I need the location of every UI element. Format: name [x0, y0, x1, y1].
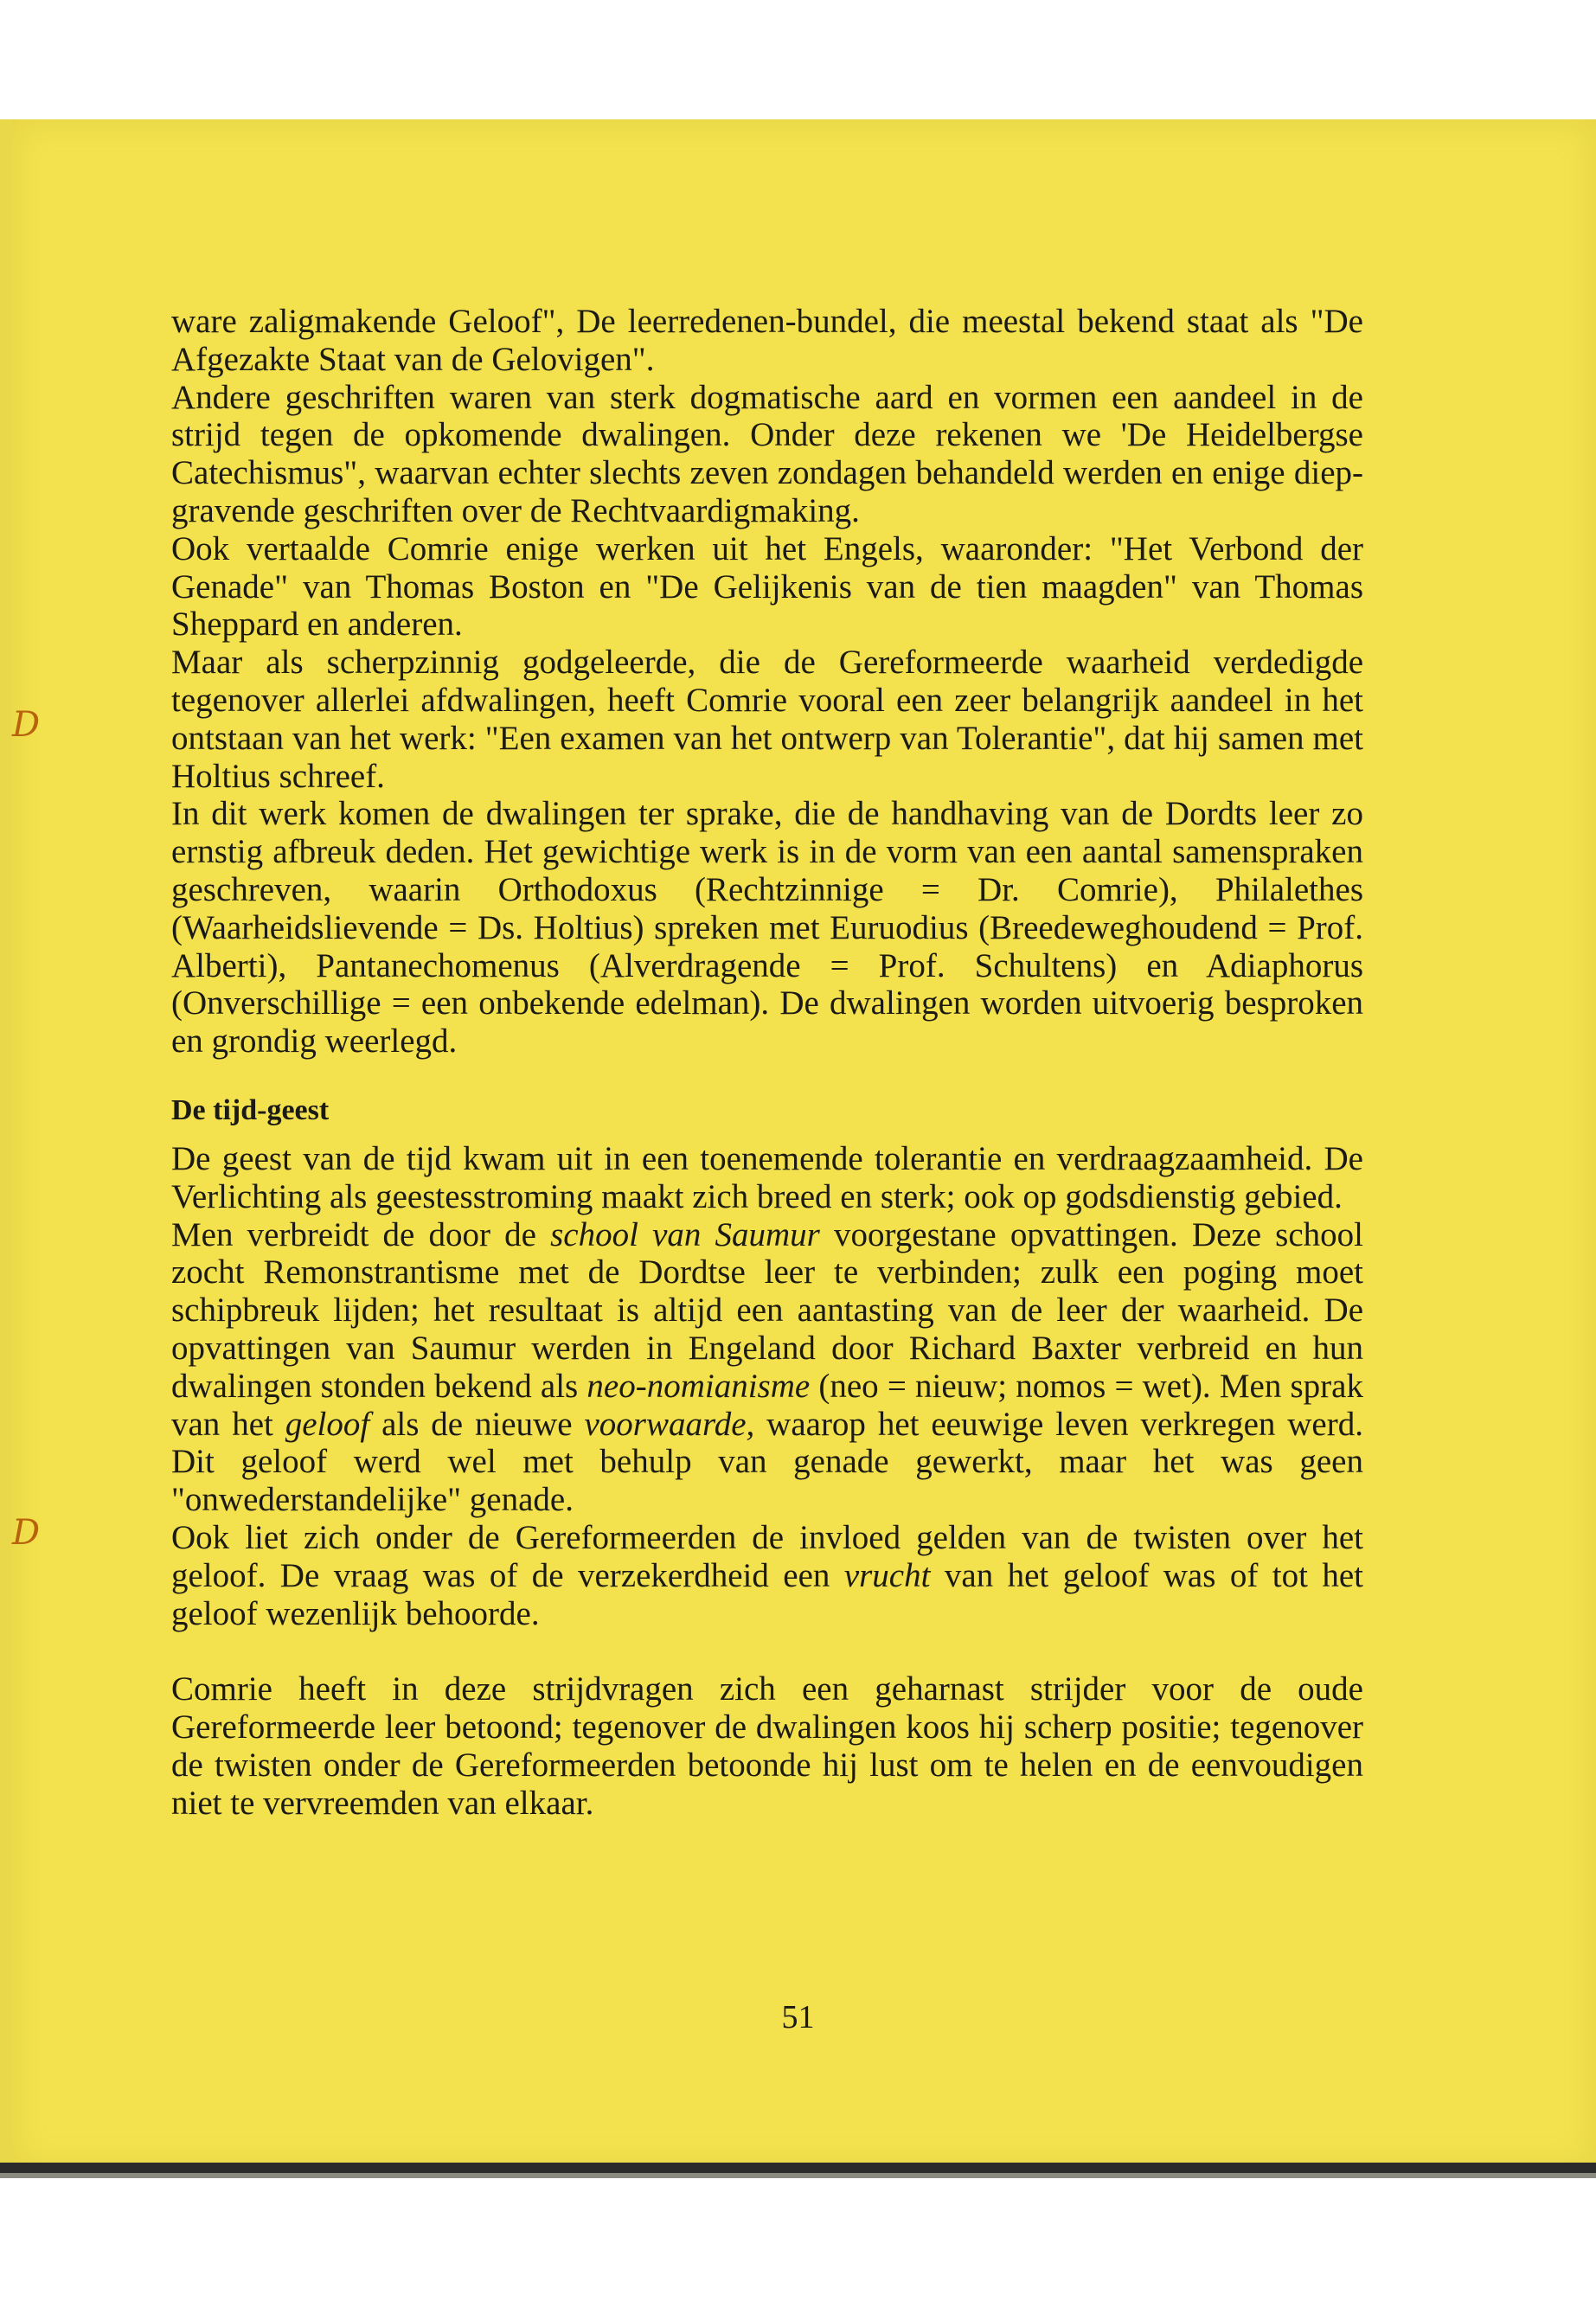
- paragraph: [171, 1216, 1363, 1519]
- text-run: Men verbreidt de door de: [171, 1215, 551, 1253]
- text-run: van het geloof was of tot het geloof wezenlijk behoorde.: [171, 1556, 1363, 1632]
- paragraph: Ook vertaalde Comrie enige werken uit het Engels, waaronder: "Het Verbond der Genade" van Thomas Boston en "De Gelijkenis van de tien maagden" van Thomas Sheppard en anderen.: [171, 529, 1363, 644]
- paragraph: In dit werk komen de dwalingen ter sprake, die de handhaving van de Dordts leer zo ernstig afbreuk deden. Het gewichtige werk is in de vorm van een aantal samenspraken geschreven, waarin Orthodoxus (Rechtzinnige = Dr. Comrie), Philalethes (Waarheidslievende = Ds. Holtius) spreken met Euruodius (Breedeweghoudend = Prof. Alberti), Pantanechomenus (Alverdragende = Prof. Schultens) en Adiaphorus (Onverschillige = een onbekende edelman). De dwalingen worden uitvoerig besproken en grondig weerlegd.: [171, 795, 1363, 1061]
- paragraph: [171, 1519, 1363, 1632]
- italic-term: neo-nomianisme: [586, 1367, 811, 1405]
- text-run: waarop het eeuwige leven verkregen werd. Dit geloof werd wel met behulp van genade gewerkt, maar het was geen "onwederstandelijke" genade.: [171, 1405, 1363, 1519]
- text-run: voorgestane opvattingen. Deze school zocht Remonstrantisme met de Dordtse leer te verbinden; zulk een poging moet schipbreuk lijden; het resultaat is altijd een aantasting van de leer der waarheid. De opvattingen van Saumur werden in Engeland door Richard Baxter verbreid en hun dwalingen stonden bekend als: [171, 1215, 1363, 1405]
- page-bottom-shadow: [0, 2173, 1596, 2178]
- page-left-edge: [0, 119, 12, 2170]
- page-body: [171, 303, 1363, 1822]
- page-bottom-edge: [0, 2163, 1596, 2173]
- text-run: (neo = nieuw; nomos = wet). Men sprak van het: [171, 1367, 1363, 1443]
- paragraph: Comrie heeft in deze strijdvragen zich een geharnast strijder voor de oude Gereformeerde leer betoond; tegenover de dwalingen koos hij scherp positie; tegenover de twisten onder de Gereformeerden betoonde hij lust om te helen en de eenvoudigen niet te vervreemden van elkaar.: [171, 1670, 1363, 1822]
- paragraph: ware zaligmakende Geloof", De leerredenen-bundel, die meestal bekend staat als "De Afgezakte Staat van de Gelovigen".: [171, 303, 1363, 378]
- margin-mark: D: [12, 705, 41, 745]
- paragraph: Andere geschriften waren van sterk dogmatische aard en vormen een aandeel in de strijd tegen de opkomende dwalingen. Onder deze rekenen we 'De Heidelbergse Catechismus", waarvan echter slechts zeven zondagen behandeld werden en enige diep-gravende geschriften over de Rechtvaardigmaking.: [171, 378, 1363, 529]
- italic-term: geloof: [285, 1405, 370, 1443]
- italic-term: school van Saumur: [550, 1215, 820, 1253]
- paragraph: Maar als scherpzinnig godgeleerde, die de Gereformeerde waarheid verdedigde tegenover allerlei afdwalingen, heeft Comrie vooral een zeer belangrijk aandeel in het ontstaan van het werk: "Een examen van het ontwerp van Tolerantie", dat hij samen met Holtius schreef.: [171, 644, 1363, 795]
- text-run: als de nieuwe: [369, 1405, 585, 1443]
- section-heading: De tijd-geest: [171, 1093, 330, 1126]
- italic-term: voorwaarde,: [584, 1405, 755, 1443]
- italic-term: vrucht: [843, 1556, 931, 1594]
- margin-mark: D: [12, 1513, 41, 1553]
- text-run: Ook liet zich onder de Gereformeerden de invloed gelden van de twisten over het geloof. De vraag was of de verzekerdheid een: [171, 1518, 1363, 1594]
- paragraph: De geest van de tijd kwam uit in een toenemende tolerantie en verdraagzaamheid. De Verlichting als geestesstroming maakt zich breed en sterk; ook op godsdienstig gebied.: [171, 1139, 1363, 1215]
- page-number: 51: [781, 1999, 815, 2035]
